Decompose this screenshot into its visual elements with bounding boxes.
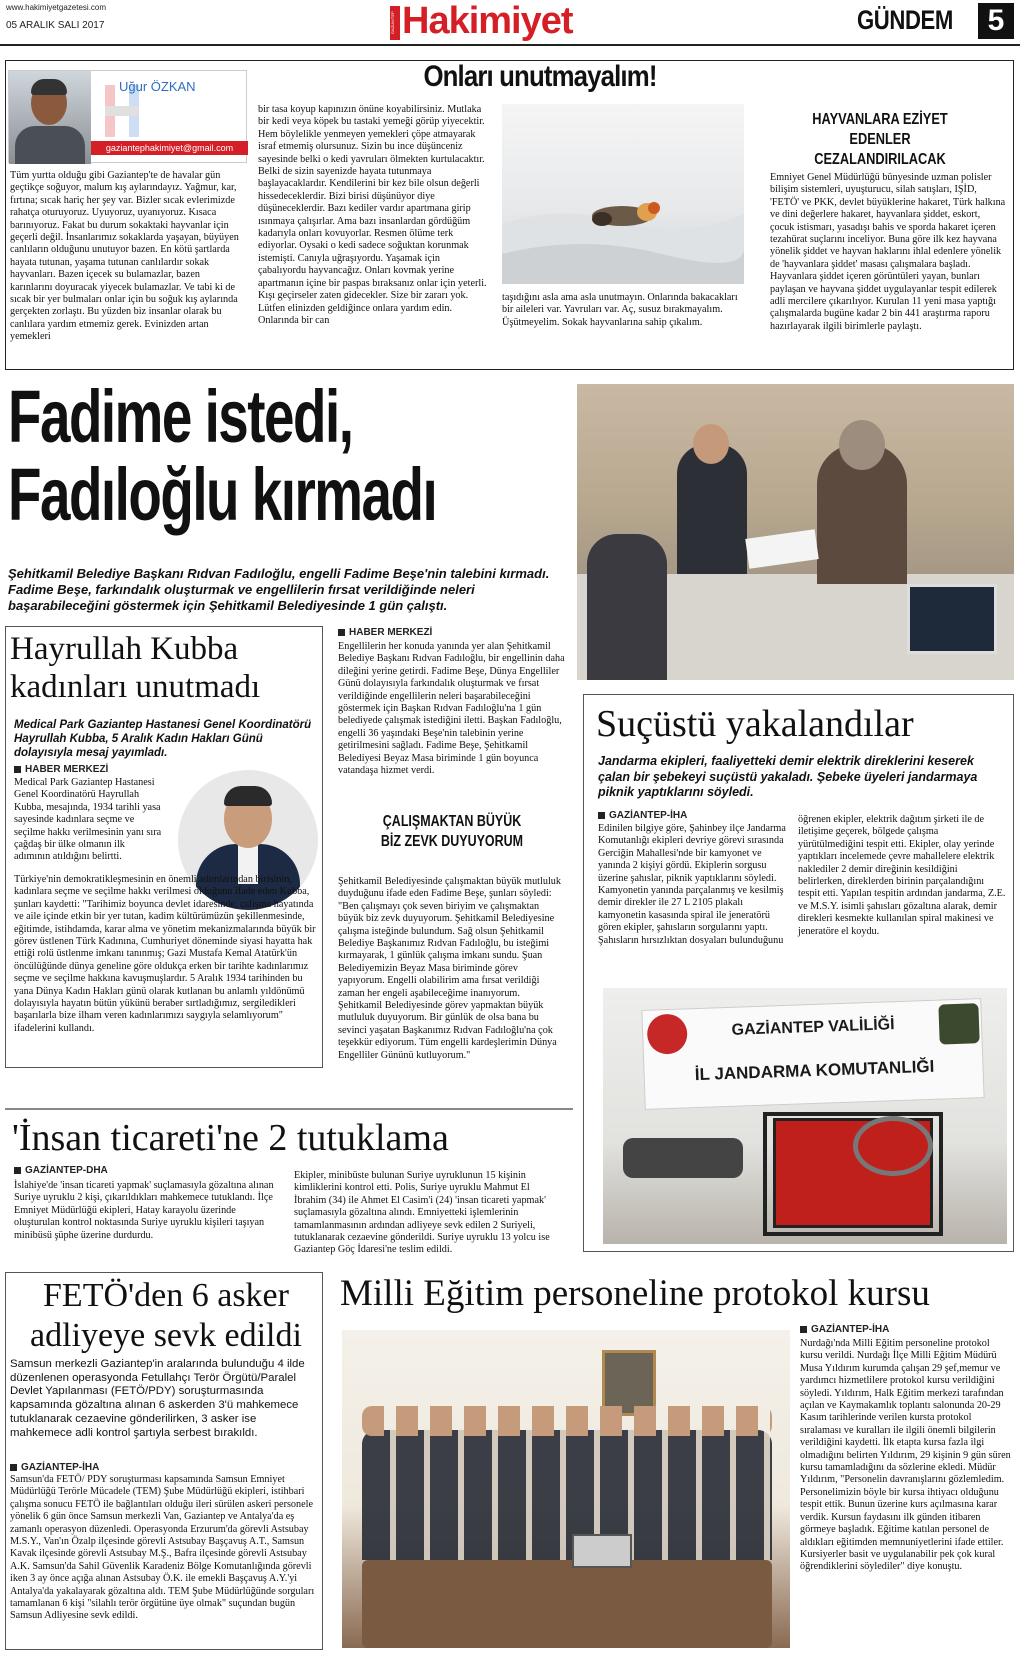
jandarma-banner (641, 998, 984, 1110)
feto-slug-text: GAZİANTEP-İHA (21, 1462, 100, 1473)
banner-text-1: GAZİANTEP VALİLİĞİ (731, 1016, 895, 1039)
sucustu-col-2: öğrenen ekipler, elektrik dağıtım şirketi ile de iletişime geçerek, bölgede çalışma yürütülmediğini tespit etti. Ekipler, olay yerinde yaptıkları incelemede çevre mahallelere elektrik naklediler 2 demir direğinin kesildiğini belirlerken, direklerden birinin parçalandığını tespit etti. Yapılan tespitin ardından jandarma, Z.E. ve M.S.Y. isimli şahısları gözaltına alarak, demir direkleri kesmekte kullanılan spiral makinesi ve jeneratöre el koydu. (798, 814, 1006, 937)
sucustu-col-1: Edinilen bilgiye göre, Şahinbey ilçe Jandarma Komutanlığı ekipleri devriye görevi sırasında Gerciğin Mahallesi'nde bir kamyonet ve yanında 2 kişiyi gördü. Ekiplerin sorgusu üzerine şahıslar, piknik yaptıklarını söyledi. Kamyonetin yanında parçalanmış ve kesilmiş demir direkler ile 27 L 2105 plakalı kamyonetin kasasında spiral ile jeneratörü gören ekipler, şahısların sorgularını yaptı. Şahısların hırsızlıktan dosyaları bulunduğunu (598, 823, 786, 946)
author-photo (9, 71, 91, 164)
animal-news-title (781, 110, 979, 170)
angle-grinder (623, 1138, 743, 1178)
author-hair (31, 79, 67, 95)
slug-square-icon (10, 1464, 17, 1471)
fadime-subhead-line1: ÇALIŞMAKTAN BÜYÜK (382, 813, 522, 830)
insan-divider (5, 1108, 573, 1110)
cable-coil (853, 1116, 933, 1176)
milli-group-photo (342, 1330, 790, 1648)
cat-illustration (502, 104, 744, 284)
sucustu-headline: Suçüstü yakalandılar (596, 703, 914, 745)
kubba-slug-text: HABER MERKEZİ (25, 764, 109, 775)
author-name: Uğur ÖZKAN (119, 79, 196, 94)
office-woman-head (839, 420, 885, 470)
meeting-table (362, 1560, 772, 1648)
logo-text: Hakimiyet (402, 0, 573, 42)
slug-square-icon (598, 812, 605, 819)
feto-body: Samsun'da FETÖ/ PDY soruşturması kapsamında Samsun Emniyet Müdürlüğü Terörle Mücadele (TEM) Şube Müdürlüğü ekipleri, istihbari çalışma sonucu FETÖ ile bağlantıları olduğu ileri sürülen askeri personele yönelik 6 gün önce Samsun merkezli Van, Gaziantep ve Antalya'da eş zamanlı operasyon düzenledi. Operasyonda Erzurum'da görevli Astsubay M.S.Y., Van'ın Özalp ilçesinde görevli Astsubay Başçavuş A.T., Samsun Kavak ilçesinde görevli Astsubay M.Ş., Bafra ilçesinde görevli Astsubay A.K. Samsun'da Sahil Güvenlik Karadeniz Bölge Komutanlığında görevli iken 3 ay önce açığa alınan Astsubay Ö.K. ile emekli Başçavuş A.Y.'yi Antalya'da yakalayarak gözaltına aldı. TEM Şube Müdürlüğünde sorguları tamamlanan 6 kişi "silahlı terör örgütüne üye olmak" suçundan bugün Samsun Adliyesine sevk edildi. (10, 1474, 315, 1622)
laptop (572, 1534, 632, 1568)
author-email[interactable]: gaziantephakimiyet@gmail.com (91, 141, 248, 155)
slug-square-icon (14, 1167, 21, 1174)
fadime-body-1: Engellilerin her konuda yanında yer alan Şehitkamil Belediye Başkanı Rıdvan Fadıloğlu, bir engellinin daha dileğini yerine getirdi. Fadime Beşe, Dünya Engelliler Günü dolayısıyla farkındalık oluşturmak ve fırsat verildiğinde engellilerin neleri başarabileceğini göstermek için Başkan Rıdvan Fadıloğlu'na 1 gün belediyede çalışmak istediğini iletti. Başkan Fadıloğlu, engelli 36 yaşındaki Beşe'nin talebinin yerine getirilmesini sağladı. Fadime Beşe, Şehitkamil Belediyesi Beyaz Masa biriminde 1 gün boyunca vatandaşa hizmet verdi. (338, 641, 565, 777)
insan-headline: 'İnsan ticareti'ne 2 tutuklama (12, 1117, 449, 1159)
fadime-office-photo (577, 384, 1014, 680)
animal-news-body: Emniyet Genel Müdürlüğü bünyesinde uzman polisler bilişim sistemleri, uyuşturucu, silah satışları, IŞİD, 'FETÖ' ve PKK, devlet büyüklerine hakaret, Türk halkına ve dini değerlere hakaret, hayvanlara şiddet, eskort, çocuk istismarı, yasadışı bahis ve sporda hakaret içeren tezahürat suçlarını inceliyor. Buna göre ilk kez hayvana yönelik şiddet ve hayvan haklarını ihlal edenlere yönelik de 'hayvanlara şiddet' masası çalışmalara başladı. Hayvanlara şiddet içeren görüntüleri yayan, bunları paylaşan ve hayvana şiddet uygulayanlar tespit edilerek adli mercilere çıkarılıyor. Kurulan 11 yeni masa yaptığı çalışmalarda bugüne kadar 2 bin 441 araştırma raporu hazırlayarak ilgili birimlerle paylaştı. (770, 172, 1006, 332)
fadime-subhead-line2: BİZ ZEVK DUYUYORUM (380, 833, 524, 850)
slug-square-icon (338, 629, 345, 636)
fadime-headline-line1: Fadime istedi, (8, 375, 353, 458)
fadime-body-2: Şehitkamil Belediyesinde çalışmaktan büyük mutluluk duyduğunu ifade eden Fadime Beşe, şunları söyledi: "Ben çalışmayı çok seven biriyim ve çalışmaktan büyük biz zevk duyuyorum. Şehitkamil Belediyesine çalışma isteğinde bulundum. Sağ olsun Şehitkamil Belediye Başkanımız Rıdvan Fadıloğlu, bu isteğimi kırmayarak, 1 günlük çalışma imkanı sundu. Şuan Belediyemizin Beyaz Masa biriminde görev yapıyorum. Engelli olabilirim ama fırsat verildiği zaman her engeli aşabileceğime inanıyorum. Şehitkamil Belediyesinde görev yapmaktan büyük mutluluk duyuyorum. Bir günlük de olsa bana bu sevinci yaşatan Başkanımız Rıdvan Fadıloğlu'na çok teşekkür ediyorum. Tüm engelli kardeşlerimin Dünya Engelliler Gününü kutluyorum." (338, 876, 561, 1061)
sucustu-slug-text: GAZİANTEP-İHA (609, 810, 688, 821)
animal-title-line1: HAYVANLARA EZİYET EDENLER (812, 111, 948, 148)
sucustu-deck: Jandarma ekipleri, faaliyetteki demir elektrik direklerini keserek çalan bir şebekeyi suçüstü yakaladı. Şebeke üyeleri jandarmaya piknik yaptıklarını söyledi. (598, 754, 978, 799)
animal-title-line2: CEZALANDIRILACAK (814, 151, 946, 168)
masthead-url[interactable]: www.hakimiyetgazetesi.com (6, 3, 107, 12)
group-heads (362, 1406, 772, 1436)
column-title: Onları unutmayalım! (423, 60, 657, 93)
kubba-deck: Medical Park Gaziantep Hastanesi Genel Koordinatörü Hayrullah Kubba, 5 Aralık Kadın Hakları Günü dolayısıyla mesaj yayımladı. (14, 719, 312, 759)
jandarma-photo (603, 988, 1007, 1244)
issue-date: 05 ARALIK SALI 2017 (6, 20, 105, 31)
page-number: 5 (978, 3, 1014, 39)
office-man-center-head (693, 424, 729, 464)
slug-square-icon (14, 766, 21, 773)
newspaper-logo[interactable] (390, 0, 602, 42)
fadime-slug (338, 627, 432, 638)
kubba-slug (14, 764, 108, 775)
kubba-body: Türkiye'nin demokratikleşmesinin en önemli adımlarından birisinin, kadınlara seçme ve seçilme hakkı verilmesi olduğunu ifade eden Kubba, şunları kaydetti: "Tarihimiz boyunca devlet idaresinde, çalışma hayatında ve aile içinde etkin bir yer tutan, kadim kültürümüzün şekillenmesinde, eğitimde, istihdamda, karar alma ve yönetim mekanizmalarında büyük bir görev üstlenen Türk Kadınına, Cumhuriyet döneminde siyasi hayatta hak ettiği rolü üstlenme imkanı tanınmış; Gazi Mustafa Kemal Atatürk'ün öncülüğünde dünya geneline göre oldukça erken bir tarihte kadınlarımız seçme ve seçilme hakkına kavuşmuşlardır. 5 Aralık 1934 tarihinden bu yana Dünya Kadın Hakları günü olarak kutlanan bu anlamlı yıldönümü dolayısıyla hayatın bütün yükünü beraber sırtladığımız, sergiledikleri başarılarla bize ilham veren kadınlarımızı saygıyla selamlıyorum" ifadelerini kullandı. (14, 874, 316, 1034)
fadime-slug-text: HABER MERKEZİ (349, 627, 433, 638)
kubba-body-short: Medical Park Gaziantep Hastanesi Genel Koordinatörü Hayrullah Kubba, mesajında, 1934 tarihli yasa sayesinde kadınlara seçme ve seçilme hakkı verilmesinin yanı sıra çağdaş bir ülke olmanın ilk adımının atıldığını belirtti. (14, 777, 162, 863)
banner-text-2: İL JANDARMA KOMUTANLIĞI (694, 1056, 935, 1085)
slug-square-icon (800, 1326, 807, 1333)
insan-slug (14, 1165, 108, 1176)
milli-headline: Milli Eğitim personeline protokol kursu (340, 1273, 930, 1314)
portrait-hair (224, 786, 272, 806)
turkish-emblem-icon (647, 1013, 688, 1054)
header-divider (0, 44, 1020, 46)
kubba-headline (10, 630, 322, 706)
office-monitor (907, 584, 997, 654)
feto-slug (10, 1462, 99, 1473)
cat-in-snow-photo (502, 104, 744, 284)
group-people (362, 1430, 772, 1560)
kubba-headline-line1: Hayrullah Kubba (10, 631, 239, 667)
fadime-headline-line2: Fadıloğlu kırmadı (8, 453, 437, 536)
milli-slug (800, 1324, 889, 1335)
fadime-subhead (363, 812, 541, 852)
section-title: GÜNDEM (857, 5, 953, 35)
feto-headline-line1: FETÖ'den 6 asker (43, 1277, 289, 1314)
office-papers (745, 529, 818, 568)
insan-col-2: Ekipler, minibüste bulunan Suriye uyruklunun 15 kişinin kimliklerini kontrol etti. Polis, Suriye uyruklu Mahmut El İbrahim (34) ile Ahmet El Casim'i (24) 'insan ticareti yapmak' suçlamasıyla gözaltına alındı. Emniyetteki işlemlerinin tamamlanmasının ardından adliyeye sevk edilen 2 Suriyeli, tutuklanarak cezaevine gönderildi. Suriye uyruklu 13 yolcu ise Gaziantep Göç İdaresi'ne teslim edildi. (294, 1170, 550, 1256)
logo-sub: GAZİANTEP (390, 6, 400, 40)
author-card (8, 70, 247, 163)
column-text-1: Tüm yurtta olduğu gibi Gaziantep'te de havalar gün geçtikçe soğuyor, malum kış aylarındayız. Yağmur, kar, fırtına; sıcak hariç her şey var. Bizler sıcak evlerimizde rahatça oturuyoruz. Uyuyoruz, uyanıyoruz. Kısaca barınıyoruz. Fakat bu durum sokaktaki hayvanlar için geçerli değil. İnsanlarımız sokaklarda yaşayan, büyüyen canlıların olduğunu unutuyor bazen. En kötü şartlarda hayata tutunan, yaşama tutunan canlılardır sokak hayvanları. Bazen içecek su bulamazlar, bazen karınlarını doyuracak yiyecek bulamazlar. Ve tabi ki de sıcak bir yer bulmaları onlar için bu soğuk kış aylarında gerçekten zorlaştı. Bu yüzden biz insanlar olarak bu canlılara yardım etmemiz gerek. Evinizden artan yemekleri (10, 170, 239, 343)
milli-body: Nurdağı'nda Milli Eğitim personeline protokol kursu verildi. Nurdağı İlçe Milli Eğitim Müdürü Musa Yıldırım kurumda çalışan 29 şef,memur ve yardımcı hizmetlilere protokol kursu verildiğini söyledi. Yıldırım, Halk Eğitim merkezi tarafından açılan ve Kaymakamlık toplantı salonunda 20-29 Kasım tarihlerinde verilen kursta protokol sıralaması ve kuralları ile ilgili önemli bilgilerin verildiğini kaydetti. İlk etapta kursa fazla ilgi olmadığını belirten Yıldırım, 29 kişinin 9 gün süren kursu tamamladığını da sözlerine ekledi. Müdür Yıldırım, "Personelin davranışlarını gözlemledim. Personelimizin böyle bir kursa ihtiyacı olduğunu tespit ettik. Bunun üzerine kurs açılmasına karar verdik. Kursun faydasını ilk günden itibaren görmeye başladık. Eğitime katılan personel de aldıkları eğitimden memnuniyetlerini ifade ettiler. Kursiyerler basit ve uygulanabilir pek çok kural öğrendiklerini söylediler" diye konuştu. (800, 1338, 1011, 1573)
milli-slug-text: GAZİANTEP-İHA (811, 1324, 890, 1335)
fadime-headline (8, 375, 437, 536)
column-text-2: bir tasa koyup kapınızın önüne koyabilirsiniz. Mutlaka bir kedi veya köpek bu tastaki yemeği görüp yiyecektir. Hem böylelikle yenmeyen yemekleri çöpe atmayarak israf etmemiş olursunuz. Sizin bu ince düşünceniz sayesinde belki o kedi yavruları ölmekten kurtulacaktır. Belki de sizin sayenizde hayata tutunmaya başlayacaklardır. Kendilerini bir kez bile olsun değerli hissedeceklerdir. Bizi birisi düşünüyor diye düşüneceklerdir. Bazı kediler vardır apartmana girip ısınmaya çalışırlar. Ama bazı insanlardan gördüğüm kadarıyla onları kovuyorlar. Resmen ölüme terk ediyorlar. Oysaki o kedi sadece soğuktan korunmak istemişti. Canıyla uğraşıyordu. Yaşamak için çabalıyordu hayvancağız. Onları kovmak yerine apartmanın içine bir paspas bıraksanız onlar için yeterli. Kışı geçirseler zaten gidecekler. Size bir zararı yok. Lütfen elinizden geldiğince onlara yardım edin. Onlarında bir can (258, 104, 487, 326)
feto-headline-line2: adliyeye sevk edildi (30, 1317, 302, 1354)
feto-headline (10, 1276, 322, 1356)
jandarma-emblem-icon (938, 1003, 979, 1044)
feto-deck: Samsun merkezli Gaziantep'in aralarında bulunduğu 4 ilde düzenlenen operasyonda Fetullahçı Terör Örgütü/Paralel Devlet Yapılanması (FETÖ/PDY) soruşturmasında kapsamında gözaltına alınan 6 askerden 3'ü mahkemece tutuklanarak cezaevine gönderilirken, 3 asker ise mahkemece adli kontrol şartıyla serbest bırakıldı. (10, 1358, 305, 1439)
insan-col-1: İslahiye'de 'insan ticareti yapmak' suçlamasıyla gözaltına alınan Suriye uyruklu 2 kişi, çıkarıldıkları mahkemece tutuklandı. İlçe Emniyet Müdürlüğü ekipleri, Hatay karayolu üzerinde oluşturulan kontrol noktasında Suriye uyruklu kişileri taşıyan minibüsü şüphe üzerine durdurdu. (14, 1180, 274, 1241)
insan-slug-text: GAZİANTEP-DHA (25, 1165, 108, 1176)
sucustu-slug (598, 810, 687, 821)
column-text-3: taşıdığını asla ama asla unutmayın. Onlarında bakacakları bir aileleri var. Yavruları var. Aç, susuz bırakmayalım. Üşütmeyelim. Sokak hayvanlarına sahip çıkalım. (502, 292, 738, 328)
kubba-headline-line2: kadınları unutmadı (10, 669, 261, 705)
fadime-deck: Şehitkamil Belediye Başkanı Rıdvan Fadıloğlu, engelli Fadime Beşe'nin talebini kırmadı. Fadime Beşe, farkındalık oluşturmak ve engellilerin fırsat verildiğinde neleri başarabileceğini göstermek için Şehitkamil Belediyesinde 1 gün çalıştı. (8, 566, 550, 613)
author-body (15, 126, 85, 164)
office-man-left (587, 534, 667, 680)
